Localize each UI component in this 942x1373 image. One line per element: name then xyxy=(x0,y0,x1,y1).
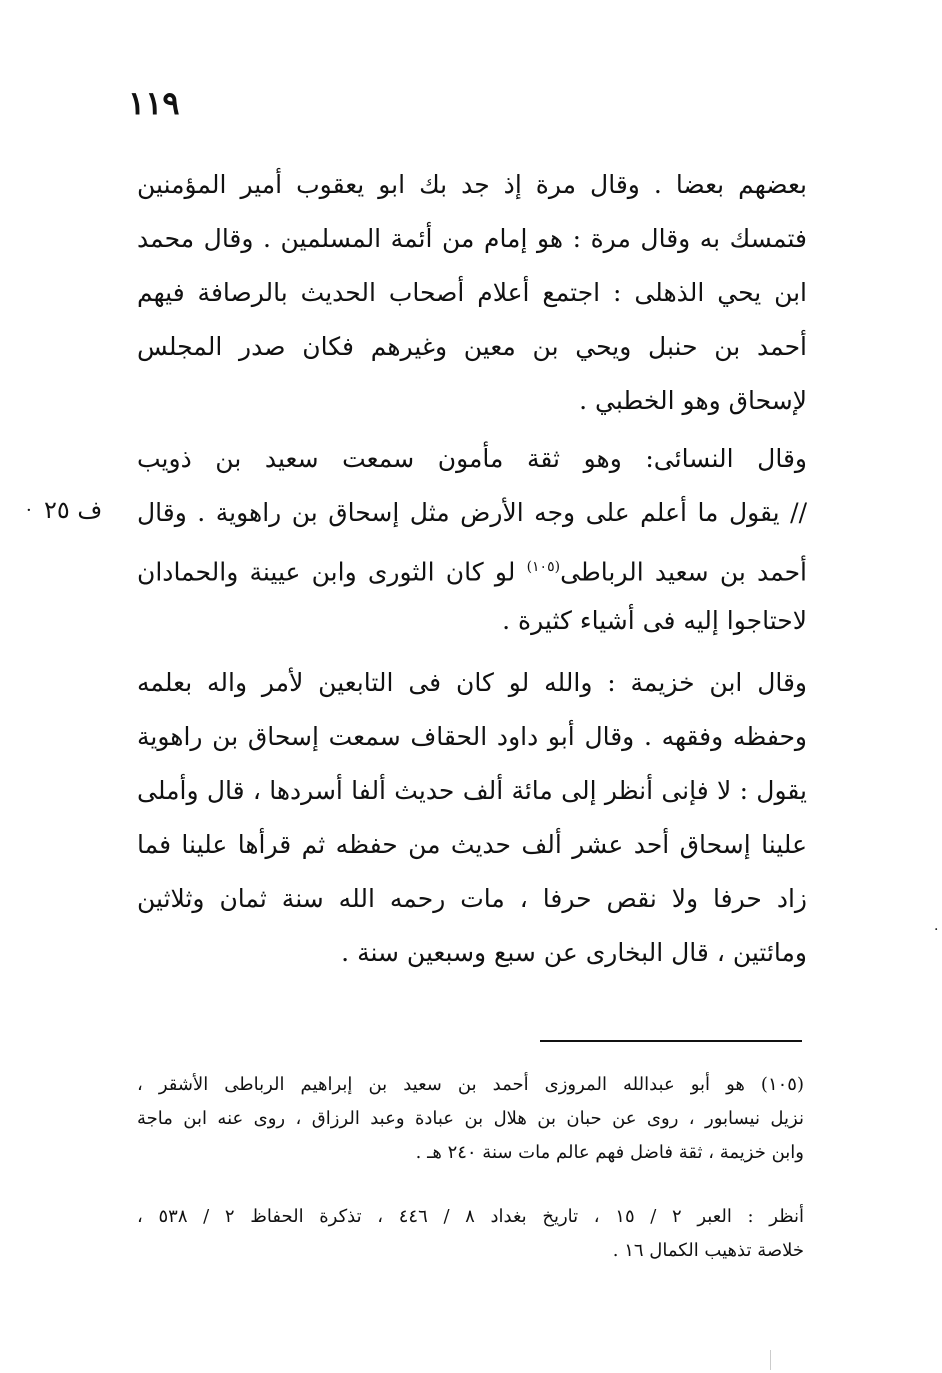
text-line: زاد حرفا ولا نقص حرفا ، مات رحمه الله سنة ثمان وثلاثين xyxy=(137,884,807,913)
text-line: يقول : لا فإنى أنظر إلى مائة ألف حديث ألفا أسردها ، قال وأملى xyxy=(137,776,807,805)
footnote-2 xyxy=(137,1200,804,1268)
footnote-ref: (١٠٥) xyxy=(526,559,561,575)
footnote-1 xyxy=(137,1068,804,1170)
footnote-line: خلاصة تذهيب الكمال ١٦ . xyxy=(612,1240,804,1261)
paragraph-1 xyxy=(137,158,807,428)
text-line: لإسحاق وهو الخطبي . xyxy=(579,386,807,415)
footnote-line: وابن خزيمة ، ثقة فاضل فهم عالم مات سنة ٢٤٠ هـ . xyxy=(415,1142,804,1163)
footnote-line: (١٠٥) هو أبو عبدالله المروزى أحمد بن سعيد بن إبراهيم الرباطى الأشقر ، xyxy=(137,1074,804,1095)
paragraph-2 xyxy=(137,432,807,648)
text-line: ابن يحي الذهلى : اجتمع أعلام أصحاب الحديث بالرصافة فيهم xyxy=(137,278,807,307)
text-line: لاحتاجوا إليه فى أشياء كثيرة . xyxy=(502,606,807,635)
text-line: أحمد بن حنبل ويحي بن معين وغيرهم فكان صدر المجلس xyxy=(137,332,807,361)
footnote-line: نزيل نيسابور ، روى عن حبان بن هلال بن عبادة وعبد الرزاق ، روى عنه ابن ماجة xyxy=(137,1108,804,1129)
text-line: // يقول ما أعلم على وجه الأرض مثل إسحاق بن راهوية . وقال xyxy=(137,498,807,527)
text-line: وقال ابن خزيمة : والله لو كان فى التابعين لأمر واله بعلمه xyxy=(137,668,807,697)
edge-mark: · xyxy=(934,922,939,938)
text-segment: أحمد بن سعيد الرباطى xyxy=(560,557,807,587)
margin-note: ف ٢٥ xyxy=(44,496,103,524)
scan-mark xyxy=(770,1350,771,1370)
text-segment: لو كان الثورى وابن عيينة والحمادان xyxy=(137,557,527,587)
margin-dot: · xyxy=(26,500,32,521)
footnote-line: أنظر : العبر ٢ / ١٥ ، تاريخ بغداد ٨ / ٤٤٦ ، تذكرة الحفاظ ٢ / ٥٣٨ ، xyxy=(137,1206,804,1227)
text-line: ومائتين ، قال البخارى عن سبع وسبعين سنة . xyxy=(341,938,807,967)
text-line: فتمسك به وقال مرة : هو إمام من أئمة المسلمين . وقال محمد xyxy=(137,224,807,253)
text-line: وقال النسائى: وهو ثقة مأمون سمعت سعيد بن ذويب xyxy=(137,444,807,473)
text-line: بعضهم بعضا . وقال مرة إذ جد بك ابو يعقوب أمير المؤمنين xyxy=(137,170,807,199)
footnote-divider xyxy=(540,1040,802,1042)
text-line: وحفظه وفقهه . وقال أبو داود الحقاف سمعت إسحاق بن راهوية xyxy=(137,722,807,751)
paragraph-3 xyxy=(137,656,807,980)
page-number: ١١٩ xyxy=(128,84,180,122)
text-line: علينا إسحاق أحد عشر ألف حديث من حفظه ثم قرأها علينا فما xyxy=(137,830,807,859)
text-line-with-footnote-ref xyxy=(137,540,807,594)
